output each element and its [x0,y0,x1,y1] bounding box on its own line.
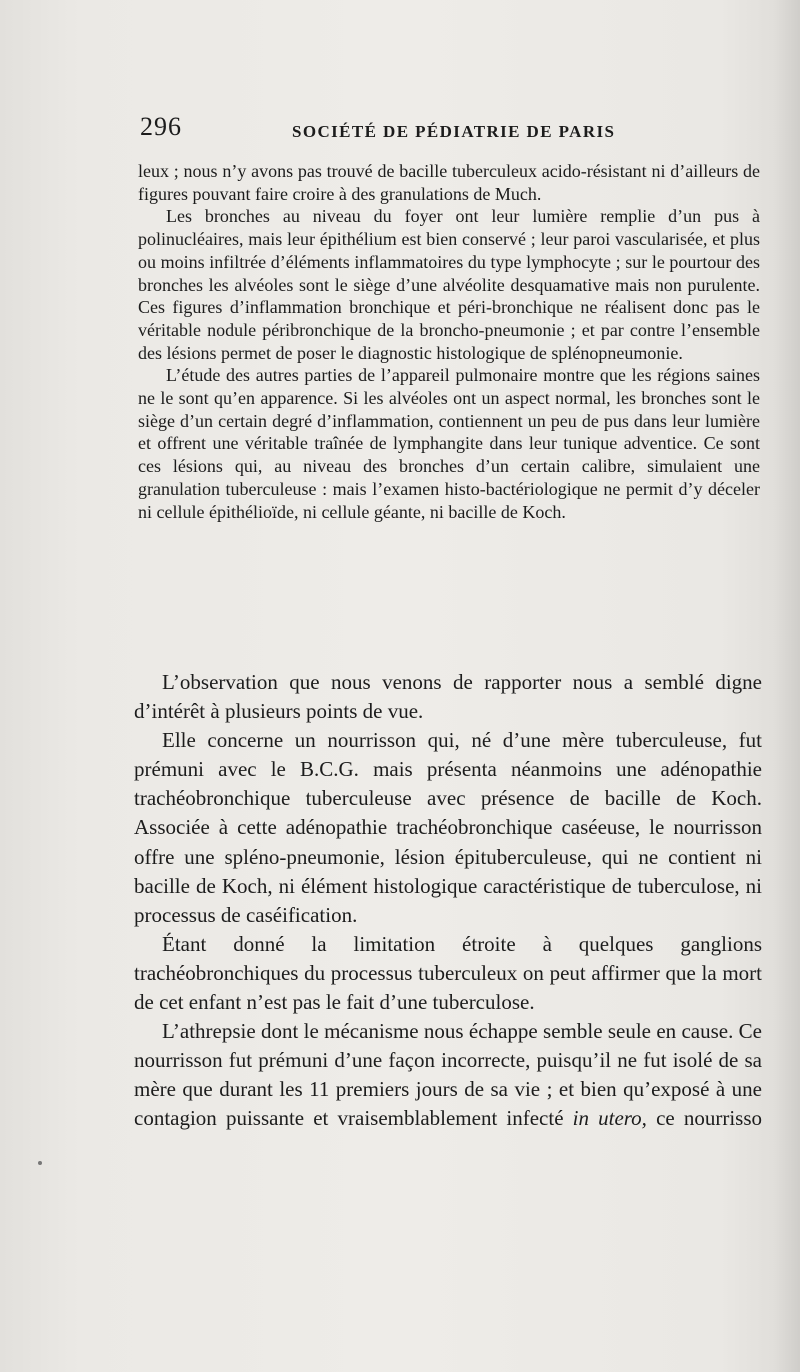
paragraph-observation: L’observation que nous venons de rapporter nous a semblé digne d’intérêt à plusieurs points de vue. [134,670,762,724]
paragraph-continued: leux ; nous n’y avons pas trouvé de bacille tuberculeux acido-résistant ni d’ailleurs de figures pouvant faire croire à des granulations de Much. [138,161,760,204]
small-print-section [138,160,760,523]
paragraph-pulmonary-study: L’étude des autres parties de l’appareil pulmonaire montre que les régions saines ne le sont qu’en apparence. Si les alvéoles ont un aspect normal, les bronches sont le siège d’un certain degré d’inflammation, contiennent un peu de pus dans leur lumière et offrent une véritable traînée de lymphangite dans leur tunique adventice. Ce sont ces lésions qui, au niveau des bronches d’un certain calibre, simulaient une granulation tuberculeuse : mais l’examen histo-bactériologique ne permit d’y déceler ni cellule épithélioïde, ni cellule géante, ni bacille de Koch. [138,365,760,522]
main-text-section [134,668,762,1134]
athrepsia-text-end: ce nourrisso [646,1106,762,1131]
paragraph-athrepsia [134,1017,762,1133]
running-title: SOCIÉTÉ DE PÉDIATRIE DE PARIS [292,122,616,141]
athrepsia-italic-phrase: in utero, [572,1106,647,1131]
paragraph-bronchi: Les bronches au niveau du foyer ont leur lumière remplie d’un pus à polinucléaires, mais leur épithélium est bien conservé ; leur paroi vascularisée, et plus ou moins infiltrée d’éléments inflammatoires du type lymphocyte ; sur le pourtour des bronches les alvéoles sont le siège d’une alvéolite desquamative mais non purulente. Ces figures d’inflammation bronchique et péri-bronchique ne réalisent donc pas le véritable nodule péribronchique de la broncho-pneumonie ; et par contre l’ensemble des lésions permet de poser le diagnostic histologique de splénopneumonie. [138,206,760,363]
paragraph-infant: Elle concerne un nourrisson qui, né d’une mère tuberculeuse, fut prémuni avec le B.C.G. mais présenta néanmoins une adénopathie trachéobronchique tuberculeuse avec présence de bacille de Koch. Associée à cette adénopathie trachéobronchique caséeuse, le nourrisson offre une spléno-pneumonie, lésion épituberculeuse, qui ne contient ni bacille de Koch, ni élément histologique caractéristique de tuberculose, ni processus de caséification. [134,728,762,927]
page-number: 296 [140,112,182,141]
page-gutter-shadow [774,0,800,1372]
paragraph-limitation: Étant donné la limitation étroite à quelques ganglions trachéobronchiques du processus tuberculeux on peut affirmer que la mort de cet enfant n’est pas le fait d’une tuberculose. [134,931,762,1015]
athrepsia-text-start: L’athrepsie dont le mécanisme nous échappe semble seule en cause. Ce nourrisson fut prémuni d’une façon incorrecte, puisqu’il ne fut isolé de sa mère que durant les 11 premiers jours de sa vie ; et bien qu’exposé à une contagion puissante et vraisemblablement infecté [134,1019,762,1131]
running-header [140,112,620,152]
stray-ink-mark [38,1161,42,1165]
